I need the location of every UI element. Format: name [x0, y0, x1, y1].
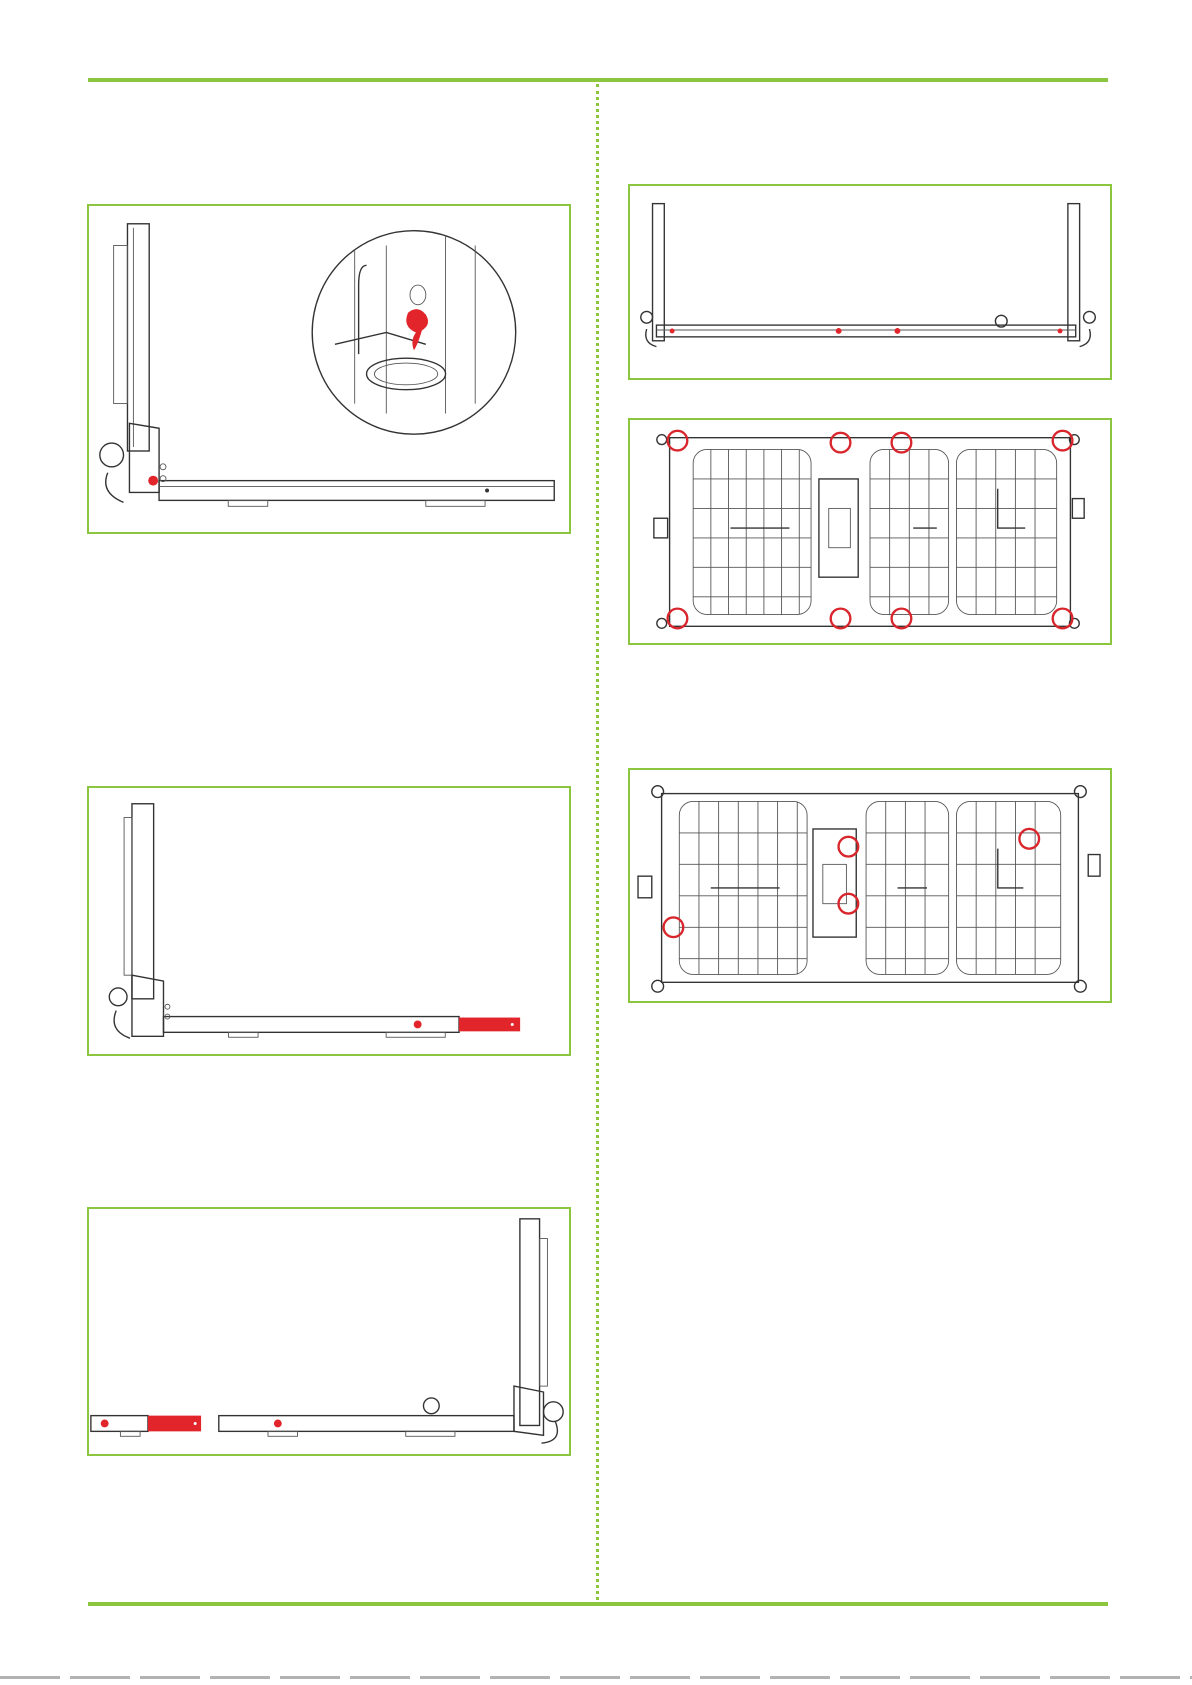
figure-extension: [87, 786, 571, 1056]
bed-frame-top-view-lock-points-icon: [630, 770, 1110, 1001]
column-divider: [596, 84, 599, 1600]
figure-top-view-corners: [628, 418, 1112, 645]
bed-frame-side-view-extension-icon: [89, 788, 569, 1054]
bed-frame-side-view-with-pin-detail-icon: [89, 206, 569, 532]
pin-detail-magnified: [335, 236, 475, 414]
figure-assembled-side: [628, 184, 1112, 380]
figure-separated-sections: [87, 1207, 571, 1456]
bed-frame-separated-sections-icon: [89, 1209, 569, 1454]
pin-marker: [148, 476, 158, 486]
bed-frame-top-view-corner-points-icon: [630, 420, 1110, 643]
figure-pin-detail: [87, 204, 571, 534]
lock-marker: [414, 1021, 422, 1029]
lock-point-markers: [664, 829, 1039, 937]
extension-part: [148, 1416, 201, 1432]
page-edge-artifact: [0, 1676, 1192, 1679]
bed-frame-assembled-side-view-icon: [630, 186, 1110, 378]
header-rule: [88, 78, 1108, 82]
footer-rule: [88, 1602, 1108, 1606]
figure-top-view-lock-points: [628, 768, 1112, 1003]
